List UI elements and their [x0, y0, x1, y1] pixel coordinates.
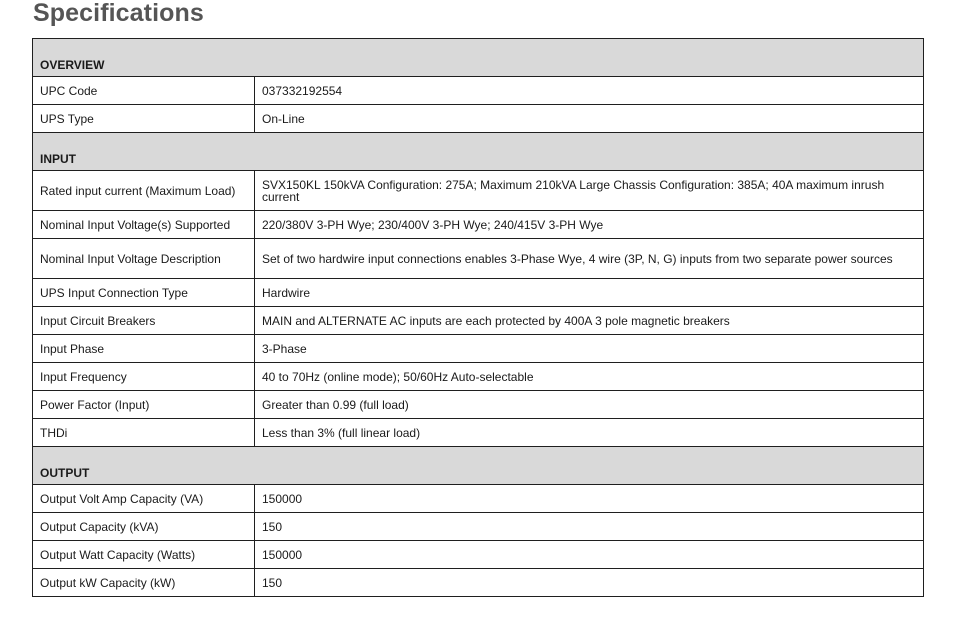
spec-value: 150000 — [255, 485, 924, 513]
table-row — [33, 513, 924, 541]
spec-label: Output kW Capacity (kW) — [33, 569, 255, 597]
table-row — [33, 171, 924, 211]
specifications-table — [32, 38, 924, 597]
spec-value: 150 — [255, 569, 924, 597]
section-header-output — [33, 447, 924, 485]
table-row — [33, 363, 924, 391]
spec-value: Hardwire — [255, 279, 924, 307]
spec-value: 150000 — [255, 541, 924, 569]
table-row — [33, 391, 924, 419]
table-row — [33, 419, 924, 447]
section-header-input — [33, 133, 924, 171]
spec-label: Input Phase — [33, 335, 255, 363]
spec-label: Input Circuit Breakers — [33, 307, 255, 335]
spec-label: Output Capacity (kVA) — [33, 513, 255, 541]
table-row — [33, 569, 924, 597]
spec-value: 150 — [255, 513, 924, 541]
table-row — [33, 105, 924, 133]
spec-value: Set of two hardwire input connections enables 3-Phase Wye, 4 wire (3P, N, G) inputs from two separate power sources — [255, 239, 924, 279]
spec-value: 220/380V 3-PH Wye; 230/400V 3-PH Wye; 240/415V 3-PH Wye — [255, 211, 924, 239]
section-heading: INPUT — [33, 133, 924, 171]
section-header-overview — [33, 39, 924, 77]
table-row — [33, 77, 924, 105]
spec-label: Nominal Input Voltage(s) Supported — [33, 211, 255, 239]
spec-label: UPC Code — [33, 77, 255, 105]
spec-label: Output Volt Amp Capacity (VA) — [33, 485, 255, 513]
table-row — [33, 307, 924, 335]
section-heading: OUTPUT — [33, 447, 924, 485]
spec-label: Rated input current (Maximum Load) — [33, 171, 255, 211]
spec-label: Power Factor (Input) — [33, 391, 255, 419]
table-row — [33, 485, 924, 513]
table-row — [33, 541, 924, 569]
spec-value: 037332192554 — [255, 77, 924, 105]
table-row — [33, 279, 924, 307]
spec-value: MAIN and ALTERNATE AC inputs are each protected by 400A 3 pole magnetic breakers — [255, 307, 924, 335]
spec-label: Output Watt Capacity (Watts) — [33, 541, 255, 569]
spec-label: UPS Type — [33, 105, 255, 133]
spec-value: Less than 3% (full linear load) — [255, 419, 924, 447]
spec-value: Greater than 0.99 (full load) — [255, 391, 924, 419]
table-row — [33, 239, 924, 279]
table-row — [33, 335, 924, 363]
spec-label: THDi — [33, 419, 255, 447]
spec-value: 3-Phase — [255, 335, 924, 363]
table-row — [33, 211, 924, 239]
section-heading: OVERVIEW — [33, 39, 924, 77]
spec-value: SVX150KL 150kVA Configuration: 275A; Maximum 210kVA Large Chassis Configuration: 385A; 40A maximum inrush current — [255, 171, 924, 211]
spec-label: Input Frequency — [33, 363, 255, 391]
page-title: Specifications — [33, 0, 204, 27]
spec-value: 40 to 70Hz (online mode); 50/60Hz Auto-selectable — [255, 363, 924, 391]
spec-label: Nominal Input Voltage Description — [33, 239, 255, 279]
spec-value: On-Line — [255, 105, 924, 133]
spec-label: UPS Input Connection Type — [33, 279, 255, 307]
